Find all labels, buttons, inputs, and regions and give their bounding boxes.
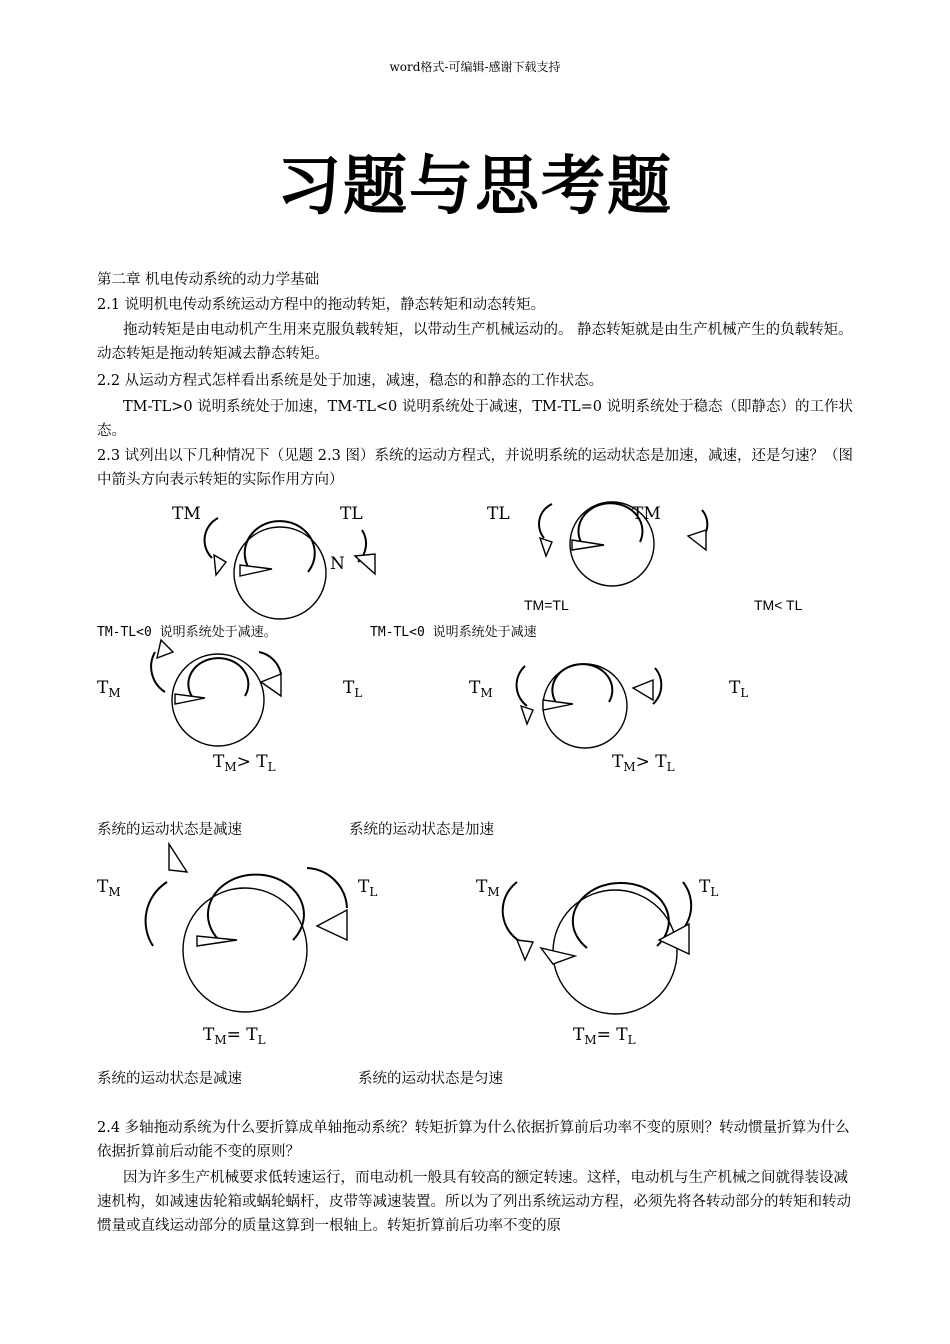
d6-tm-label: $T_M$ [476,877,500,899]
diagram-2 [520,500,730,580]
caption-row2-left: 系统的运动状态是减速 [97,822,242,838]
question-2-2: 2.2 从运动方程式怎样看出系统是处于加速，减速，稳态的和静态的工作状态。 [97,373,604,389]
answer-2-2: TM-TL>0 说明系统处于加速，TM-TL<0 说明系统处于减速，TM-TL=0 说明系统处于稳态（即静态）的工作状态。 [97,399,854,439]
d2-eq-label: TM=TL [524,597,569,613]
d4-relation: $T_M> T_L$ [612,752,675,774]
diagram-4 [505,660,675,760]
d3-relation: $T_M> T_L$ [213,752,276,774]
diagram-5 [135,850,365,1030]
page-title: 习题与思考题 [277,149,673,224]
d2-tm-label: TM [632,504,661,524]
diagram-6 [495,860,715,1030]
d1-tm-label: TM [172,504,201,524]
question-2-1: 2.1 说明机电传动系统运动方程中的拖动转矩，静态转矩和动态转矩。 [97,297,546,313]
d3-tl-label: $T_L$ [343,678,363,700]
d4-tl-label: $T_L$ [729,678,749,700]
d5-tm-label: $T_M$ [97,877,121,899]
question-2-4: 2.4 多轴拖动系统为什么要折算成单轴拖动系统？转矩折算为什么依据折算前后功率不变的原则？转动惯量折算为什么依据折算前后动能不变的原则？ [97,1120,850,1160]
caption-row3-right: 系统的运动状态是匀速 [358,1071,503,1087]
d4-tm-label: $T_M$ [469,678,493,700]
caption-row1-left: TM-TL<0 说明系统处于减速。 [97,625,277,640]
d2-tl-label: TL [487,504,510,524]
page-header: word格式-可编辑-感谢下载支持 [389,60,561,74]
diagram-3 [135,640,295,750]
d6-relation: $T_M= T_L$ [573,1025,636,1047]
diagram-1 [190,500,390,630]
caption-row2-right: 系统的运动状态是加速 [349,822,494,838]
d3-tm-label: $T_M$ [97,678,121,700]
chapter-heading: 第二章 机电传动系统的动力学基础 [97,272,320,288]
answer-2-4: 因为许多生产机械要求低转速运行，而电动机一般具有较高的额定转速。这样，电动机与生产机械之间就得装设减速机构，如减速齿轮箱或蜗轮蜗杆，皮带等减速装置。所以为了列出系统运动方程，必须先将各转动部分的转矩和转动惯量或直线运动部分的质量这算到一根轴上。转矩折算前后功率不变的原 [97,1170,851,1234]
caption-row3-left: 系统的运动状态是减速 [97,1071,242,1087]
d5-relation: $T_M= T_L$ [203,1025,266,1047]
d2-eq2-label: TM< TL [754,597,803,613]
d1-n-label: N [330,554,345,574]
d1-tl-label: TL [340,504,363,524]
d6-tl-label: $T_L$ [699,877,719,899]
answer-2-1: 拖动转矩是由电动机产生用来克服负载转矩，以带动生产机械运动的。 静态转矩就是由生产机械产生的负载转矩。动态转矩是拖动转矩减去静态转矩。 [97,322,853,362]
caption-row1-right: TM-TL<0 说明系统处于减速 [370,625,537,640]
d5-tl-label: $T_L$ [358,877,378,899]
question-2-3: 2.3 试列出以下几种情况下（见题 2.3 图）系统的运动方程式，并说明系统的运动状态是加速，减速，还是匀速？（图中箭头方向表示转矩的实际作用方向） [97,448,853,488]
